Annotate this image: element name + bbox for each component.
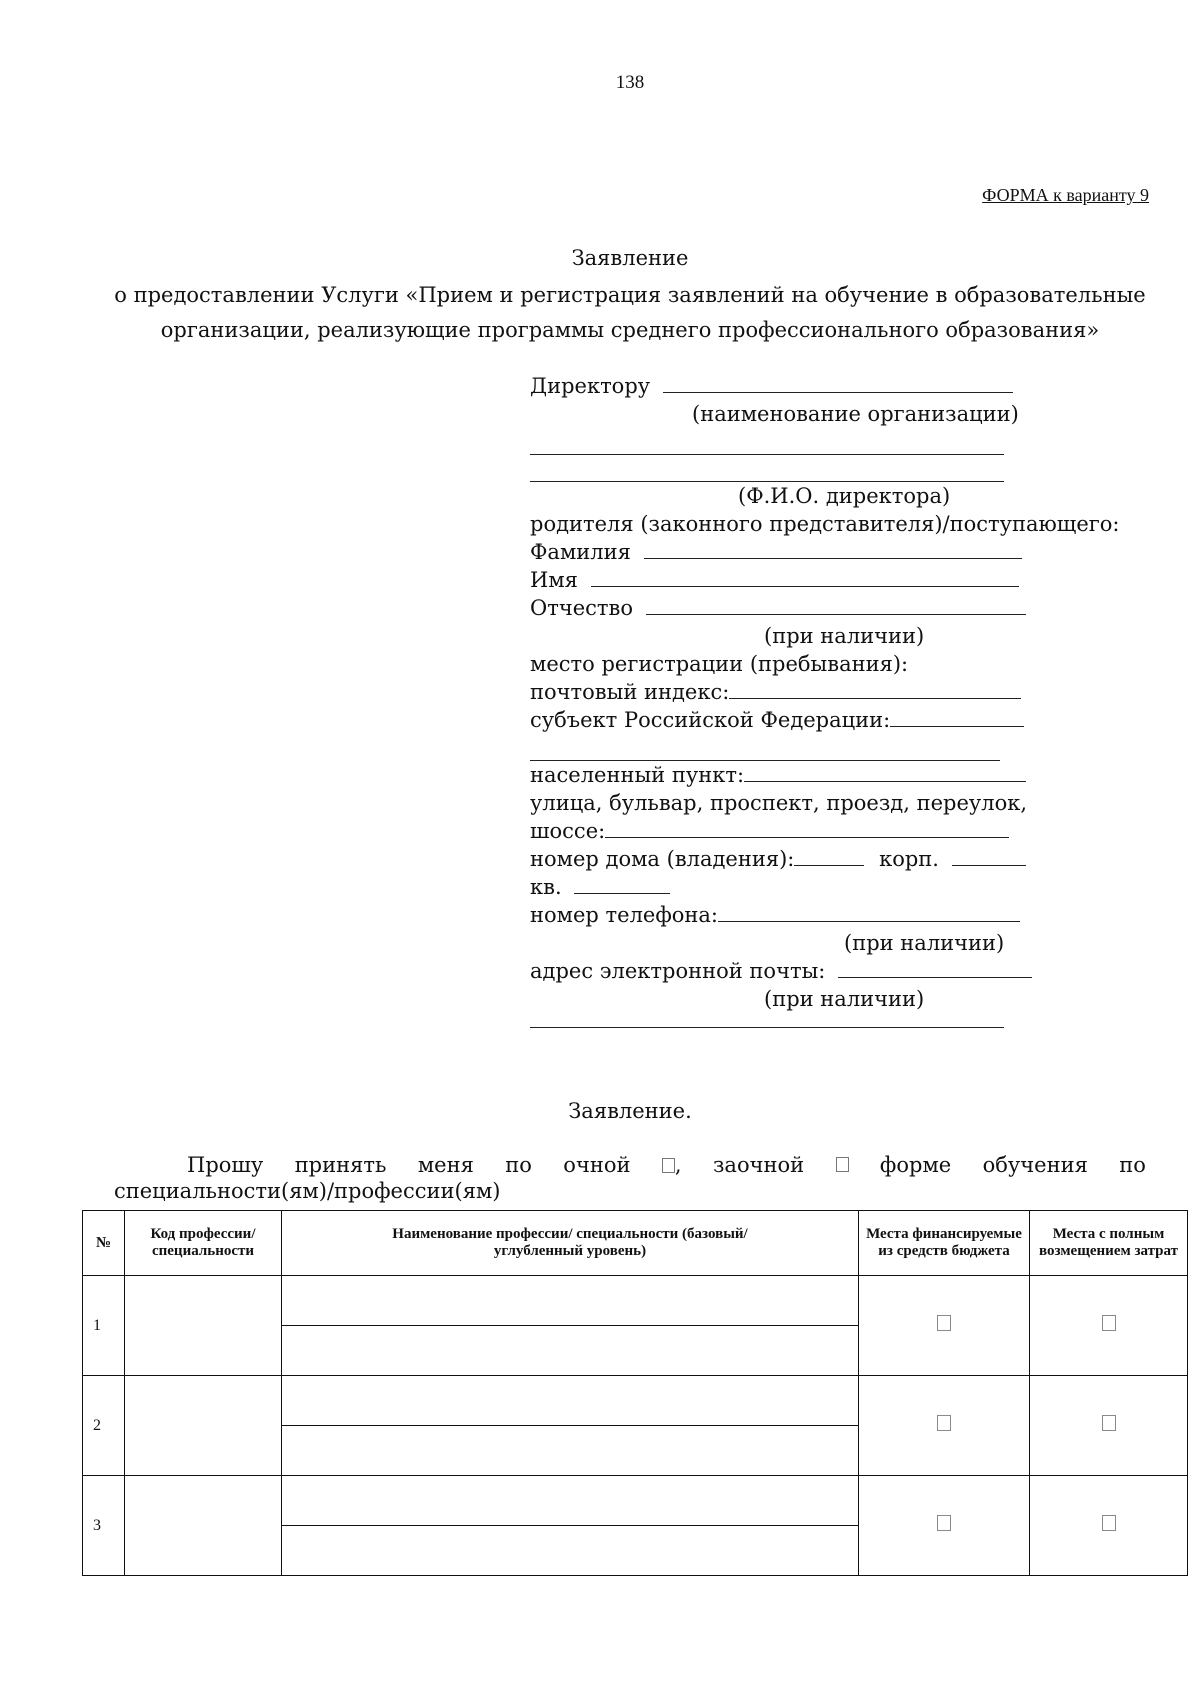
- form-variant-label: ФОРМА к варианту 9: [982, 185, 1149, 205]
- paid-cell: [1030, 1276, 1188, 1376]
- row-name-cell: [282, 1376, 859, 1476]
- word-4: по: [505, 1153, 532, 1177]
- comma: ,: [674, 1153, 682, 1177]
- street-label: улица, бульвар, проспект, проезд, переулок,: [530, 791, 1028, 815]
- address-block: [530, 372, 1120, 1028]
- highway-label: шоссе:: [530, 819, 606, 843]
- document-subtitle: [0, 278, 1200, 348]
- email-field[interactable]: [838, 957, 1032, 978]
- statement-line-2: специальности(ям)/профессии(ям): [114, 1179, 501, 1203]
- subject-field-line-2[interactable]: [530, 734, 1000, 761]
- row-number: 1: [83, 1276, 125, 1376]
- phone-field[interactable]: [718, 901, 1020, 922]
- budget-checkbox[interactable]: [937, 1415, 951, 1431]
- header-paid: Места с полным возмещением затрат: [1030, 1211, 1188, 1276]
- paid-checkbox[interactable]: [1102, 1415, 1116, 1431]
- director-name-line-2[interactable]: [530, 455, 1004, 482]
- header-code: Код профессии/ специальности: [125, 1211, 282, 1276]
- specialty-table: [82, 1210, 1188, 1576]
- statement-text: [114, 1153, 1146, 1203]
- row-name-cell: [282, 1276, 859, 1376]
- locality-label: населенный пункт:: [530, 763, 745, 787]
- org-note: (наименование организации): [692, 402, 1019, 426]
- email-row: [530, 957, 1090, 985]
- fulltime-checkbox[interactable]: [662, 1158, 675, 1173]
- budget-cell: [859, 1376, 1030, 1476]
- row-code-cell[interactable]: [125, 1276, 282, 1376]
- house-row: [530, 845, 1090, 873]
- building-field[interactable]: [952, 845, 1026, 866]
- header-name: Наименование профессии/ специальности (базовый/углубленный уровень): [282, 1211, 859, 1276]
- surname-label: Фамилия: [530, 540, 631, 564]
- row-number: 3: [83, 1476, 125, 1576]
- name-line-1[interactable]: [282, 1525, 858, 1526]
- postal-row: [530, 678, 1090, 706]
- subtitle-line-1: о предоставлении Услуги «Прием и регистрация заявлений на обучение в образовательные: [114, 283, 1146, 307]
- street-field[interactable]: [605, 817, 1009, 838]
- name-field[interactable]: [591, 566, 1019, 587]
- phone-row: [530, 901, 1090, 929]
- row-number: 2: [83, 1376, 125, 1476]
- word-8: обучения: [982, 1153, 1088, 1177]
- table-row: [83, 1476, 1188, 1576]
- parttime-checkbox[interactable]: [836, 1157, 849, 1172]
- page-number: 138: [615, 72, 645, 93]
- name-line-1[interactable]: [282, 1325, 858, 1326]
- postal-field[interactable]: [729, 678, 1021, 699]
- patronymic-field[interactable]: [646, 594, 1026, 615]
- paid-cell: [1030, 1476, 1188, 1576]
- row-code-cell[interactable]: [125, 1476, 282, 1576]
- postal-label: почтовый индекс:: [530, 680, 730, 704]
- budget-cell: [859, 1276, 1030, 1376]
- budget-checkbox[interactable]: [937, 1515, 951, 1531]
- email-note: (при наличии): [764, 987, 925, 1011]
- house-field[interactable]: [794, 845, 864, 866]
- fio-note: (Ф.И.О. директора): [738, 484, 951, 508]
- house-label: номер дома (владения):: [530, 847, 795, 871]
- fulltime-option: [662, 1153, 682, 1177]
- phone-label: номер телефона:: [530, 903, 719, 927]
- row-name-cell: [282, 1476, 859, 1576]
- table-header-row: [83, 1211, 1188, 1276]
- subtitle-line-2: организации, реализующие программы среднего профессионального образования»: [160, 318, 1100, 342]
- patronymic-row: [530, 594, 1090, 622]
- paid-checkbox[interactable]: [1102, 1515, 1116, 1531]
- email-label: адрес электронной почты:: [530, 959, 826, 983]
- header-num: №: [83, 1211, 125, 1276]
- word-3: меня: [417, 1153, 474, 1177]
- name-row: [530, 566, 1090, 594]
- document-title: Заявление: [571, 246, 689, 270]
- patronymic-note: (при наличии): [764, 624, 925, 648]
- registration-label: место регистрации (пребывания):: [530, 652, 909, 676]
- statement-line-1: [114, 1153, 1146, 1181]
- word-fulltime: очной: [563, 1153, 631, 1177]
- patronymic-label: Отчество: [530, 596, 633, 620]
- table-row: [83, 1276, 1188, 1376]
- director-name-line-1[interactable]: [530, 428, 1004, 455]
- locality-field[interactable]: [744, 761, 1026, 782]
- highway-row: [530, 817, 1090, 845]
- word-parttime: заочной: [712, 1153, 805, 1177]
- apt-label: кв.: [530, 875, 562, 899]
- row-code-cell[interactable]: [125, 1376, 282, 1476]
- subject-row: [530, 706, 1090, 734]
- subject-field[interactable]: [890, 706, 1024, 727]
- subject-label: субъект Российской Федерации:: [530, 708, 891, 732]
- table-row: [83, 1376, 1188, 1476]
- paid-checkbox[interactable]: [1102, 1315, 1116, 1331]
- statement-title: Заявление.: [568, 1099, 692, 1123]
- word-7: форме: [879, 1153, 952, 1177]
- surname-row: [530, 538, 1090, 566]
- word-1: Прошу: [187, 1153, 264, 1177]
- parent-label: родителя (законного представителя)/поступающего:: [530, 512, 1120, 536]
- paid-cell: [1030, 1376, 1188, 1476]
- surname-field[interactable]: [644, 538, 1022, 559]
- name-line-1[interactable]: [282, 1425, 858, 1426]
- apt-row: [530, 873, 1090, 901]
- header-budget: Места финансируемые из средств бюджета: [859, 1211, 1030, 1276]
- budget-checkbox[interactable]: [937, 1315, 951, 1331]
- name-label: Имя: [530, 568, 578, 592]
- building-label: корп.: [879, 847, 939, 871]
- director-row: [530, 372, 1090, 400]
- word-2: принять: [294, 1153, 387, 1177]
- phone-note: (при наличии): [844, 931, 1005, 955]
- signature-line[interactable]: [530, 1013, 1004, 1028]
- apt-field[interactable]: [574, 873, 670, 894]
- word-9: по: [1119, 1153, 1146, 1177]
- locality-row: [530, 761, 1090, 789]
- director-field[interactable]: [663, 372, 1013, 393]
- budget-cell: [859, 1476, 1030, 1576]
- director-label: Директору: [530, 374, 651, 398]
